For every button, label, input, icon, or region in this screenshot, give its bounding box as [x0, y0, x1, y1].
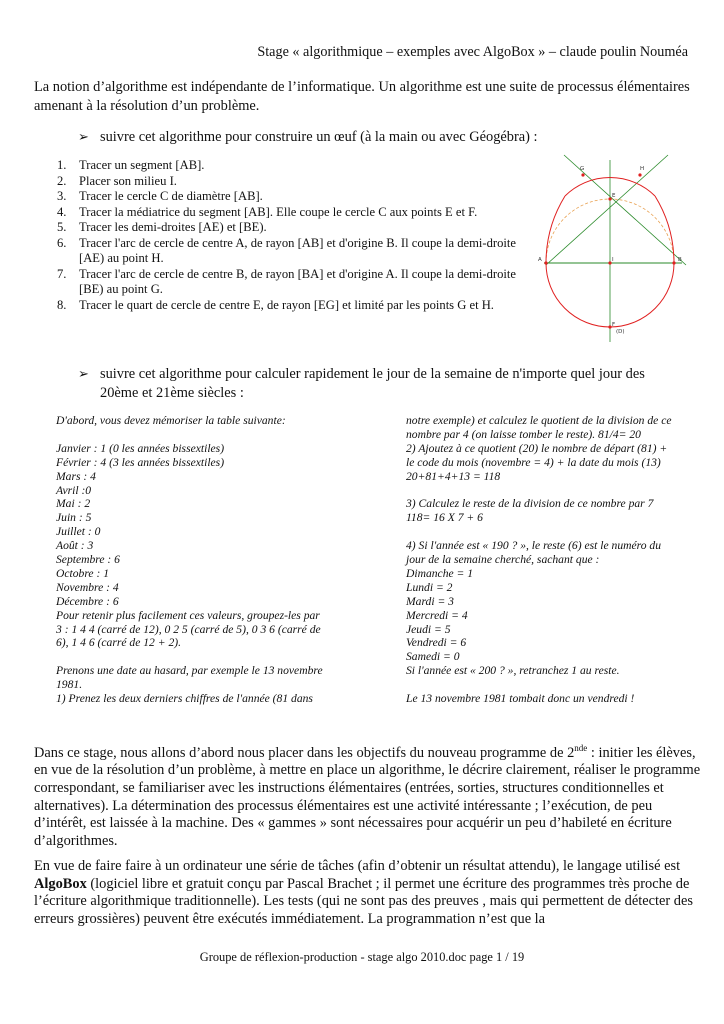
text-line — [56, 650, 346, 664]
list-item: 8. Tracer le quart de cercle de centre E, de rayon [EG] et limité par les points G et H. — [57, 297, 494, 312]
text-line: Vendredi = 6 — [406, 636, 467, 650]
algobox-paragraph: En vue de faire faire à un ordinateur une série de tâches (afin d’obtenir un résultat attendu), le langage utilisé est AlgoBox (logiciel libre et gratuit conçu par Pascal Brachet ; il permet une écriture des programmes très proche de l’écriture algorithmique traditionnelle). Les tests (qui ne sont pas des preuves , mais qui permettent de détecter des erreurs grossières) peuvent être exécutés immédiatement. La programmation n’est que la — [34, 858, 693, 927]
text-line: Dimanche = 1 — [406, 566, 474, 580]
text-line: Lundi = 2 — [406, 580, 453, 594]
text-line: 1981. — [56, 678, 83, 692]
intro-paragraph: La notion d’algorithme est indépendante de l’informatique. Un algorithme est une suite de processus élémentaires amenant à la résolution d’un problème. — [34, 79, 690, 114]
label-e: E — [612, 193, 616, 199]
list-item: 6. Tracer l'arc de cercle de centre A, de rayon [AB] et d'origine B. Il coupe la demi-droite [AE) au point H. — [57, 235, 516, 265]
text-line: Mardi = 3 — [406, 594, 454, 608]
text-line: 1) Prenez les deux derniers chiffres de l'année (81 dans — [56, 692, 313, 706]
point-b — [672, 261, 675, 264]
text-line: Juin : 5 — [56, 511, 92, 525]
text-line: 3) Calculez le reste de la division de ce nombre par 7 — [406, 497, 654, 511]
text-line — [406, 484, 696, 498]
text-line: Si l'année est « 200 ? », retranchez 1 au reste. — [406, 664, 620, 678]
text-line: Novembre : 4 — [56, 580, 119, 594]
text-line: Octobre : 1 — [56, 566, 110, 580]
text-line: 6), 1 4 6 (carré de 12 + 2). — [56, 636, 182, 650]
text-line: Pour retenir plus facilement ces valeurs, groupez-les par — [56, 608, 320, 622]
text-line — [406, 678, 696, 692]
text-line: Septembre : 6 — [56, 553, 120, 567]
day-algorithm-left-column — [56, 414, 346, 706]
label-i: I — [612, 257, 614, 263]
text-line: Prenons une date au hasard, par exemple le 13 novembre — [56, 664, 323, 678]
text-line: Samedi = 0 — [406, 650, 460, 664]
text-line: Décembre : 6 — [56, 594, 119, 608]
label-a: A — [538, 257, 542, 263]
egg-steps-list — [57, 158, 527, 313]
text-line: Janvier : 1 (0 les années bissextiles) — [56, 441, 225, 455]
text-line — [406, 525, 696, 539]
list-item: 4. Tracer la médiatrice du segment [AB]. Elle coupe le cercle C aux points E et F. — [57, 204, 478, 219]
egg-construction-figure — [536, 150, 696, 350]
label-h: H — [640, 166, 645, 172]
text-line: notre exemple) et calculez le quotient de la division de ce — [406, 414, 672, 427]
text-line: jour de la semaine cherché, sachant que : — [406, 553, 600, 567]
text-line: Mars : 4 — [56, 469, 96, 483]
point-g — [581, 173, 584, 176]
text-line: Jeudi = 5 — [406, 622, 451, 636]
bullet-day-text: suivre cet algorithme pour calculer rapidement le jour de la semaine de n'importe quel jour des 20ème et 21ème siècles : — [100, 366, 645, 401]
label-d: (D) — [616, 329, 625, 335]
superscript-nde: nde — [574, 743, 588, 753]
bullet-egg-text: suivre cet algorithme pour construire un œuf (à la main ou avec Géogébra) : — [100, 129, 538, 145]
text-line: Août : 3 — [56, 539, 94, 553]
page-header: Stage « algorithmique – exemples avec AlgoBox » – claude poulin Nouméa — [257, 44, 688, 60]
list-item: 2. Placer son milieu I. — [57, 173, 177, 188]
text-line: 20+81+4+13 = 118 — [406, 469, 501, 483]
label-f: F — [612, 322, 616, 328]
text-line: Mercredi = 4 — [406, 608, 468, 622]
label-g: G — [580, 166, 585, 172]
list-item: 1. Tracer un segment [AB]. — [57, 158, 205, 172]
page-footer: Groupe de réflexion-production - stage algo 2010.doc page 1 / 19 — [199, 950, 525, 964]
text-line: 3 : 1 4 4 (carré de 12), 0 2 5 (carré de 5), 0 3 6 (carré de — [56, 622, 321, 636]
text-line: nombre par 4 (on laisse tomber le reste). 81/4= 20 — [406, 427, 641, 441]
point-h — [638, 173, 641, 176]
list-item: 7. Tracer l'arc de cercle de centre B, de rayon [BA] et d'origine A. Il coupe la demi-droite [BE) au point G. — [57, 266, 516, 296]
half-line-ae — [546, 155, 668, 265]
text-line: D'abord, vous devez mémoriser la table suivante: — [56, 414, 286, 427]
arrow-bullet-icon: ➢ — [78, 130, 89, 145]
algobox-name: AlgoBox — [34, 875, 87, 892]
label-b: B — [678, 257, 682, 263]
text-line: 4) Si l'année est « 190 ? », le reste (6) est le numéro du — [406, 539, 662, 553]
text-line — [56, 428, 346, 442]
bullet-egg-instruction — [78, 128, 558, 147]
list-item: 3. Tracer le cercle C de diamètre [AB]. — [57, 189, 263, 203]
text-line: Avril :0 — [56, 483, 92, 497]
text-line: Le 13 novembre 1981 tombait donc un vendredi ! — [406, 692, 635, 706]
point-a — [544, 261, 547, 264]
day-algorithm-right-column — [406, 414, 696, 706]
text-line: Juillet : 0 — [56, 525, 101, 539]
text-line: le code du mois (novembre = 4) + la date du mois (13) — [406, 455, 661, 469]
bullet-day-instruction — [78, 365, 678, 403]
text-line: 2) Ajoutez à ce quotient (20) le nombre de départ (81) + — [406, 441, 668, 455]
text-line: 118= 16 X 7 + 6 — [406, 511, 483, 525]
text-line: Février : 4 (3 les années bissextiles) — [56, 455, 225, 469]
arrow-bullet-icon: ➢ — [78, 367, 89, 382]
stage-objectives-paragraph: Dans ce stage, nous allons d’abord nous placer dans les objectifs du nouveau programme de 2nde : initier les élèves, en vue de la résolution d’un problème, à mettre en place un algorithme, le décrire clairement, réaliser le programme correspondant, se familiariser avec les instructions élémentaires (entrées, sorties, structures conditionnelles et alternatives). La détermination des processus élémentaires est une activité intéressante ; l’exécution, de peu d’intérêt, est laissée à la machine. Des « gammes » sont nécessaires pour acquérir un peu d’habileté en écriture d’algorithmes. — [34, 743, 701, 849]
text-line: Mai : 2 — [56, 497, 91, 511]
list-item: 5. Tracer les demi-droites [AE) et [BE). — [57, 220, 267, 234]
